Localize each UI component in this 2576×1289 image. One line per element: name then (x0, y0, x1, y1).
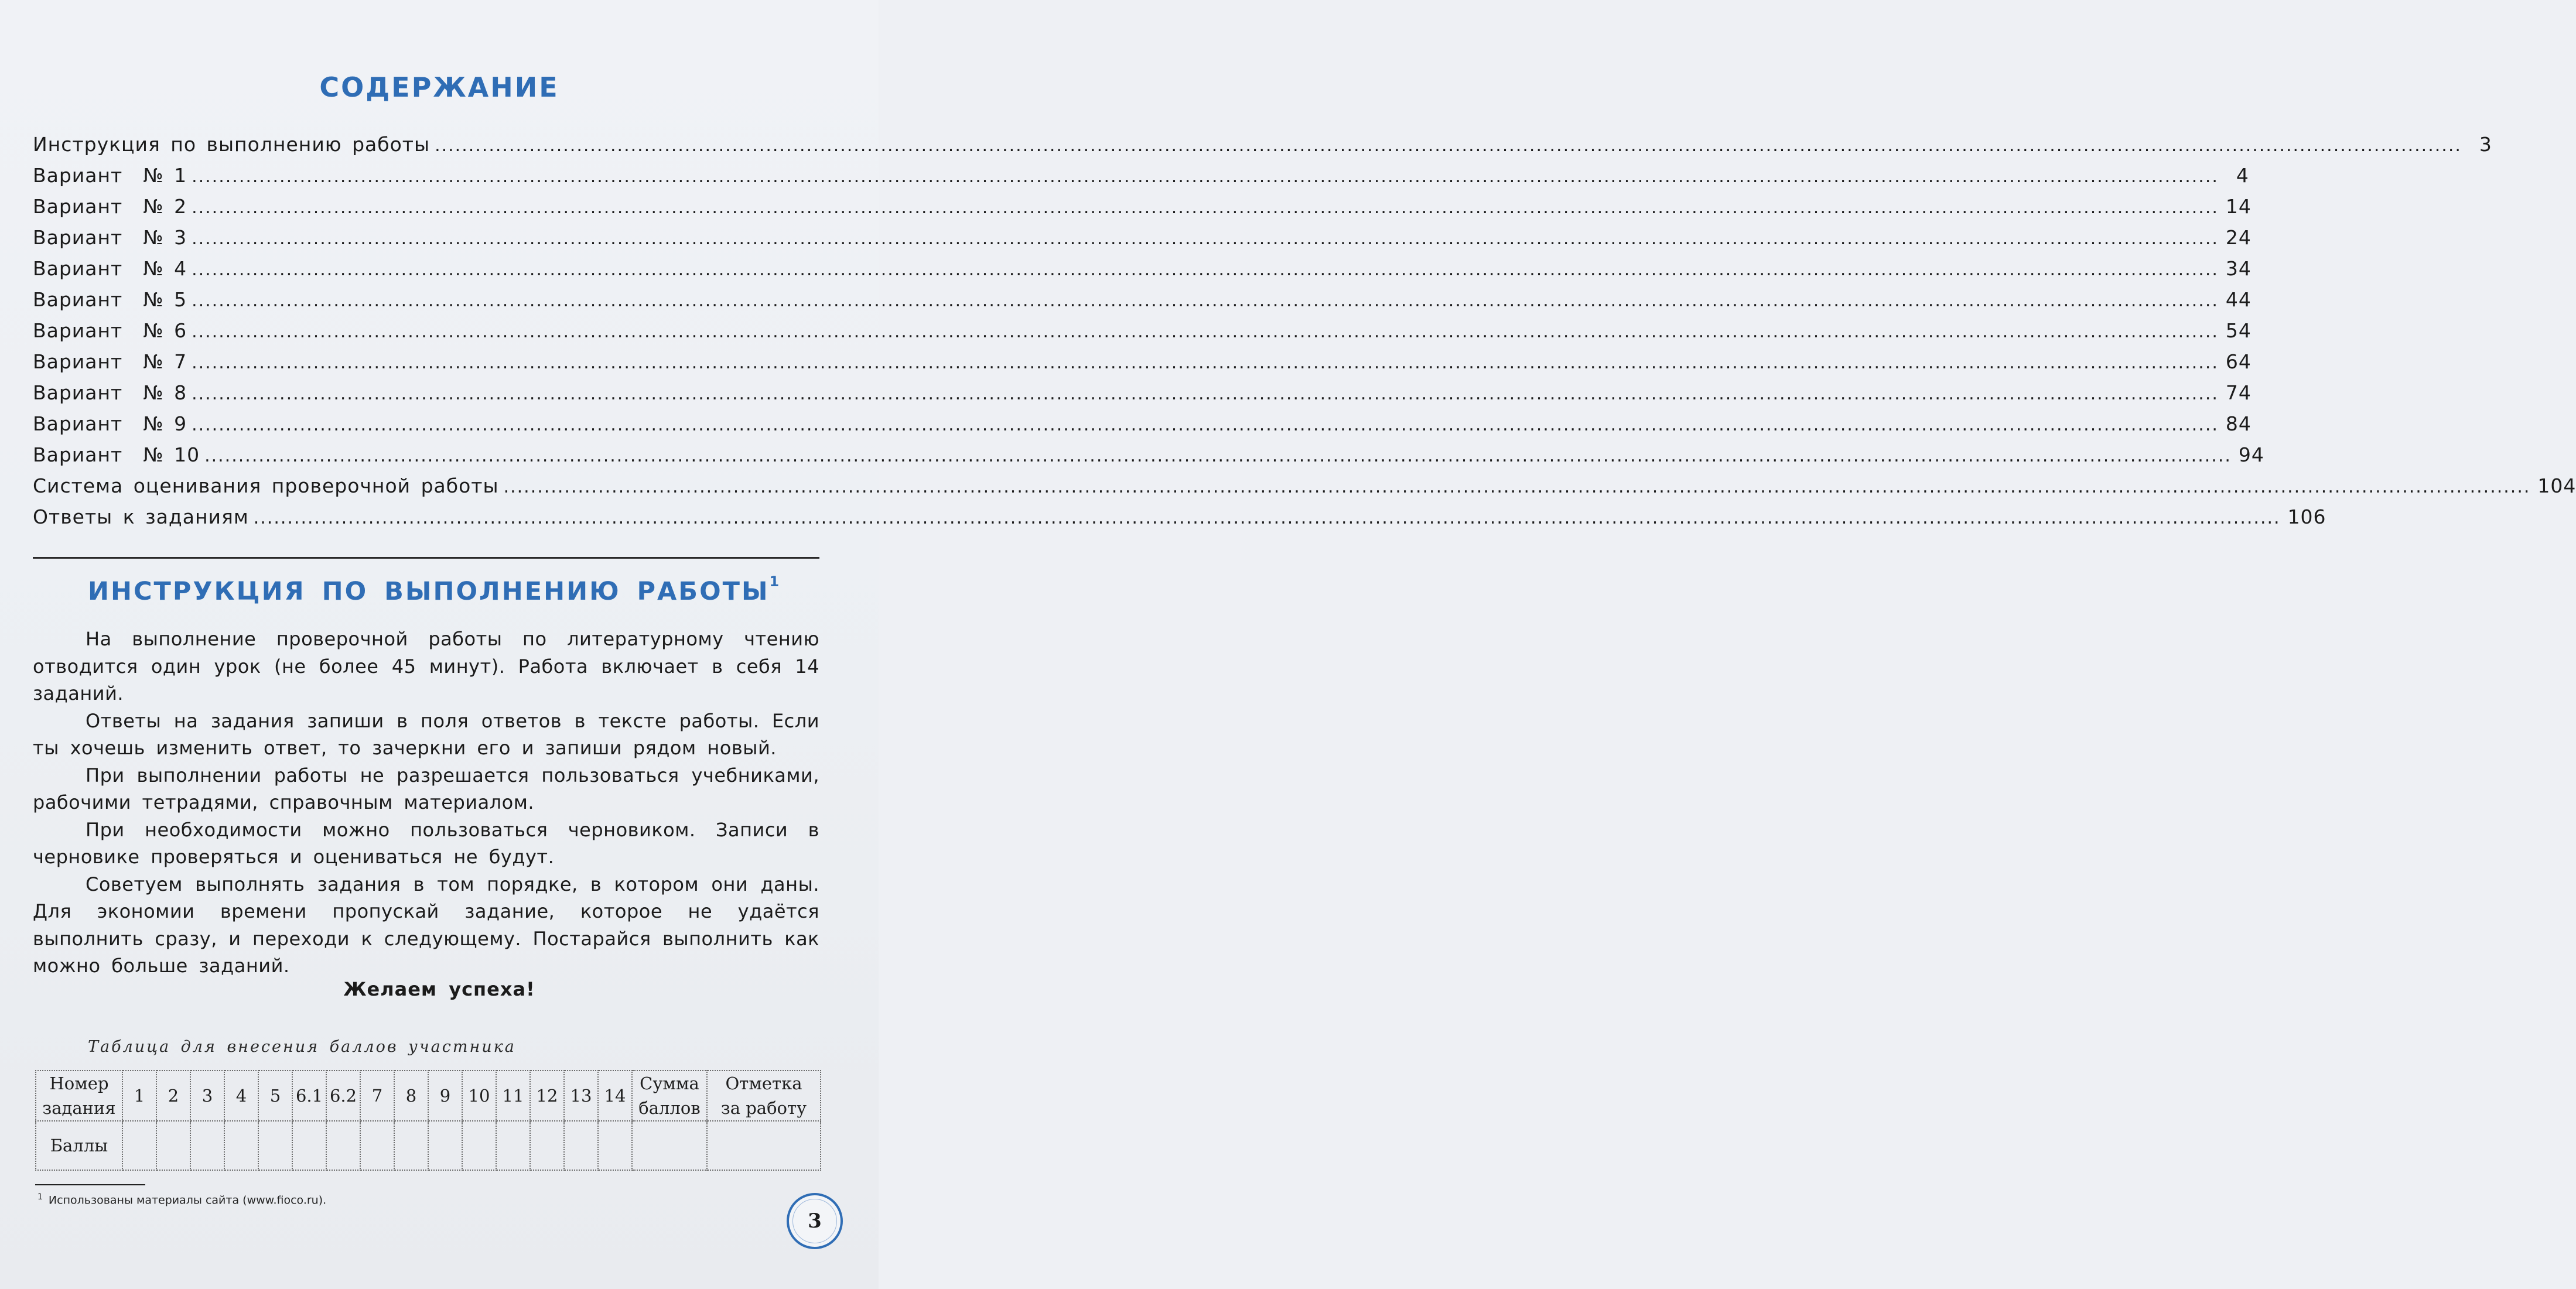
toc-leader-dots: ............................................................................................................................................................................................................................................................................................................ (204, 446, 2232, 466)
points-cell[interactable] (292, 1121, 326, 1170)
footnote-divider (35, 1184, 145, 1185)
toc-item-page: 104 (2537, 474, 2576, 497)
task-number-cell: 5 (258, 1071, 292, 1121)
toc-item (33, 439, 2264, 470)
points-cell[interactable] (326, 1121, 360, 1170)
task-number-cell: 13 (564, 1071, 598, 1121)
task-number-cell: 3 (190, 1071, 224, 1121)
toc-item-page: 4 (2236, 164, 2249, 187)
toc-item (33, 284, 2252, 315)
task-number-cell: 10 (462, 1071, 496, 1121)
points-header: Баллы (36, 1121, 122, 1170)
toc-item-page: 54 (2225, 319, 2252, 342)
instruction-paragraph: На выполнение проверочной работы по литературному чтению отводится один урок (не более 45 минут). Работа включает в себя 14 заданий. (33, 628, 819, 705)
page-number-badge (787, 1193, 843, 1249)
toc-leader-dots: ............................................................................................................................................................................................................................................................................................................ (192, 322, 2219, 342)
points-cell[interactable] (156, 1121, 190, 1170)
toc-item-label: Вариант № 6 (33, 319, 187, 342)
task-number-cell: 14 (598, 1071, 632, 1121)
toc-leader-dots: ............................................................................................................................................................................................................................................................................................................ (192, 384, 2219, 404)
toc-item-label: Инструкция по выполнению работы (33, 133, 431, 156)
task-number-cell: 9 (428, 1071, 462, 1121)
instructions-title (88, 573, 780, 606)
grade-cell[interactable] (707, 1121, 821, 1170)
toc-leader-dots: ............................................................................................................................................................................................................................................................................................................ (253, 508, 2281, 528)
page-number: 3 (808, 1209, 822, 1233)
section-divider (33, 557, 819, 559)
points-cell[interactable] (258, 1121, 292, 1170)
points-cell[interactable] (224, 1121, 258, 1170)
points-cell[interactable] (496, 1121, 530, 1170)
toc-item (33, 222, 2252, 253)
toc-item-page: 94 (2238, 443, 2264, 466)
task-number-cell: 11 (496, 1071, 530, 1121)
grade-header-line2: за работу (720, 1098, 807, 1118)
task-number-cell: 8 (394, 1071, 428, 1121)
toc-leader-dots: ............................................................................................................................................................................................................................................................................................................ (192, 228, 2219, 249)
task-number-header-line1: Номер (49, 1073, 109, 1093)
toc-item-label: Вариант № 1 (33, 164, 187, 187)
toc-item-label: Вариант № 5 (33, 288, 187, 311)
instruction-paragraph: При необходимости можно пользоваться черновиком. Записи в черновике проверяться и оцениваться не будут. (33, 818, 819, 868)
toc-item-label: Ответы к заданиям (33, 505, 249, 528)
sum-header (632, 1071, 707, 1121)
toc-item-page: 34 (2225, 257, 2252, 280)
points-cell[interactable] (462, 1121, 496, 1170)
toc-leader-dots: ............................................................................................................................................................................................................................................................................................................ (192, 166, 2219, 187)
toc-item-page: 84 (2225, 412, 2252, 435)
task-number-cell: 2 (156, 1071, 190, 1121)
toc-item-page: 24 (2225, 226, 2252, 249)
toc-item-page: 74 (2225, 381, 2252, 404)
task-number-cell: 4 (224, 1071, 258, 1121)
points-cell[interactable] (190, 1121, 224, 1170)
toc-item-label: Вариант № 7 (33, 350, 187, 373)
toc-item (33, 160, 2249, 191)
sum-header-line2: баллов (638, 1098, 701, 1118)
sum-cell[interactable] (632, 1121, 707, 1170)
footnote-reference: 1 (769, 573, 780, 590)
toc-item-label: Вариант № 10 (33, 443, 200, 466)
toc-title: СОДЕРЖАНИЕ (319, 71, 559, 103)
task-number-cell: 6.2 (326, 1071, 360, 1121)
toc-item (33, 501, 2326, 532)
task-number-cell: 7 (360, 1071, 394, 1121)
table-of-contents (33, 129, 2576, 532)
toc-item-page: 106 (2287, 505, 2326, 528)
toc-item-page: 14 (2225, 195, 2252, 218)
points-cell[interactable] (360, 1121, 394, 1170)
score-table-caption: Таблица для внесения баллов участника (88, 1038, 516, 1056)
toc-item (33, 377, 2252, 408)
toc-leader-dots: ............................................................................................................................................................................................................................................................................................................ (503, 477, 2531, 497)
toc-item (33, 408, 2252, 439)
instruction-paragraph: Советуем выполнять задания в том порядке, в котором они даны. Для экономии времени пропускай задание, которое не удаётся выполнить сразу, и переходи к следующему. Постарайся выполнить как можно больше заданий. (33, 873, 819, 977)
toc-leader-dots: ............................................................................................................................................................................................................................................................................................................ (435, 135, 2462, 156)
toc-item (33, 191, 2252, 222)
points-cell[interactable] (394, 1121, 428, 1170)
toc-item-label: Вариант № 3 (33, 226, 187, 249)
task-number-cell: 12 (530, 1071, 564, 1121)
toc-leader-dots: ............................................................................................................................................................................................................................................................................................................ (192, 353, 2219, 373)
toc-item-label: Вариант № 9 (33, 412, 187, 435)
task-number-header (36, 1071, 122, 1121)
toc-item-label: Вариант № 2 (33, 195, 187, 218)
score-table (35, 1070, 821, 1171)
toc-leader-dots: ............................................................................................................................................................................................................................................................................................................ (192, 290, 2219, 311)
instructions-title-text: ИНСТРУКЦИЯ ПО ВЫПОЛНЕНИЮ РАБОТЫ (88, 577, 770, 606)
toc-item-label: Система оценивания проверочной работы (33, 474, 499, 497)
toc-item (33, 346, 2252, 377)
closing-wish: Желаем успеха! (343, 978, 535, 1000)
toc-item (33, 253, 2252, 284)
toc-item-label: Вариант № 8 (33, 381, 187, 404)
footnote (37, 1192, 326, 1206)
task-number-header-line2: задания (42, 1098, 116, 1118)
footnote-text: Использованы материалы сайта (www.fioco.ru). (48, 1194, 327, 1207)
points-cell[interactable] (564, 1121, 598, 1170)
toc-leader-dots: ............................................................................................................................................................................................................................................................................................................ (192, 259, 2219, 280)
grade-header-line1: Отметка (725, 1073, 802, 1093)
score-table-header-row (36, 1071, 821, 1121)
instruction-paragraph: Ответы на задания запиши в поля ответов в тексте работы. Если ты хочешь изменить ответ, то зачеркни его и запиши рядом новый. (33, 709, 819, 759)
footnote-marker: 1 (37, 1192, 43, 1202)
toc-item-page: 64 (2225, 350, 2252, 373)
sum-header-line1: Сумма (640, 1073, 699, 1093)
instruction-paragraph: При выполнении работы не разрешается пользоваться учебниками, рабочими тетрадями, справочным материалом. (33, 764, 819, 813)
task-number-cell: 1 (122, 1071, 156, 1121)
points-cell[interactable] (530, 1121, 564, 1170)
score-table-points-row (36, 1121, 821, 1170)
instructions-body (33, 625, 819, 980)
toc-item-label: Вариант № 4 (33, 257, 187, 280)
toc-item (33, 470, 2576, 501)
points-cell[interactable] (598, 1121, 632, 1170)
toc-item (33, 315, 2252, 346)
toc-leader-dots: ............................................................................................................................................................................................................................................................................................................ (192, 415, 2219, 435)
toc-leader-dots: ............................................................................................................................................................................................................................................................................................................ (192, 197, 2219, 218)
toc-item (33, 129, 2492, 160)
grade-header (707, 1071, 821, 1121)
toc-item-page: 44 (2225, 288, 2252, 311)
toc-item-page: 3 (2479, 133, 2492, 156)
points-cell[interactable] (122, 1121, 156, 1170)
points-cell[interactable] (428, 1121, 462, 1170)
task-number-cell: 6.1 (292, 1071, 326, 1121)
